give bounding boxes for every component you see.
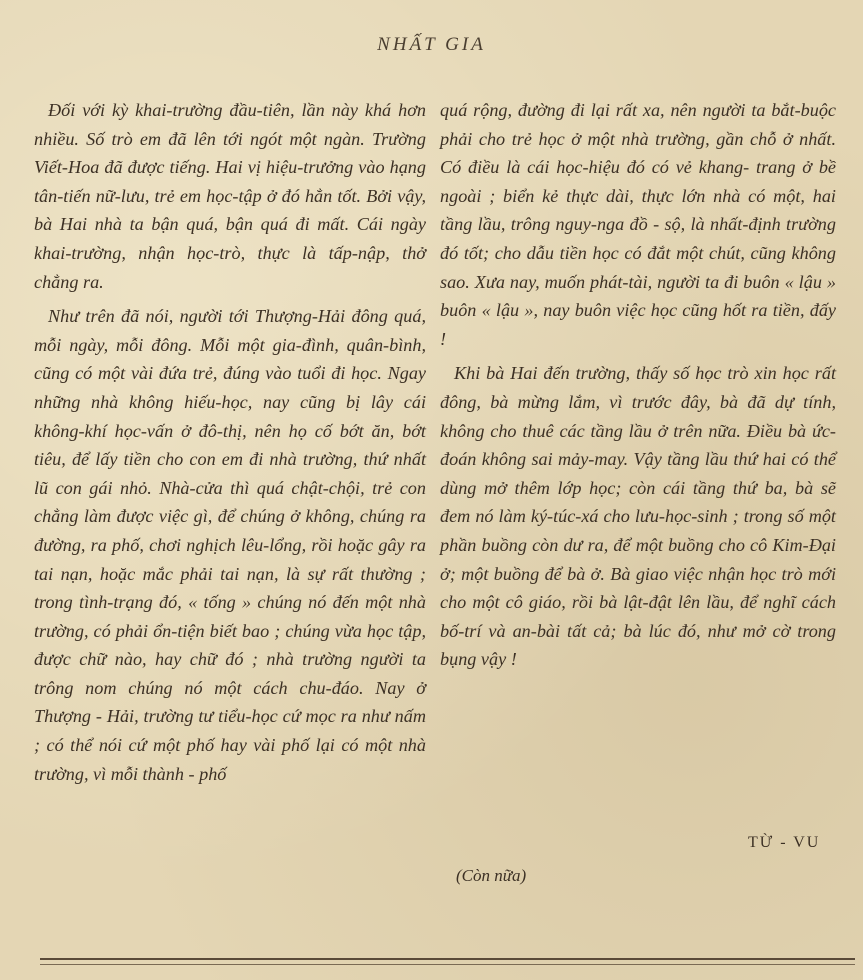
bottom-rule-thin bbox=[40, 964, 855, 965]
to-be-continued-note: (Còn nữa) bbox=[456, 866, 527, 885]
running-header: NHẤT GIA bbox=[377, 34, 486, 55]
bottom-rule bbox=[40, 958, 855, 960]
paragraph: Như trên đã nói, người tới Thượng-Hải đông quá, mỗi ngày, mỗi đông. Mỗi một gia-đình, quân-bình, cũng có một vài đứa trẻ, đúng vào tuổi đi học. Ngay những nhà không hiếu-học, nay cũng bị lây cái không-khí học-vấn ở đô-thị, nên họ cố bớt ăn, bớt tiêu, để lấy tiền cho con em đi nhà trường, thứ nhất lũ con gái nhỏ. Nhà-cửa thì quá chật-chội, trẻ con chẳng làm được việc gì, để chúng ở không, chúng ra đường, ra phố, chơi nghịch lêu-lổng, rồi hoặc gây ra tai nạn, hoặc mắc phải tai nạn, là sự rất thường ; trong tình-trạng đó, « tống » chúng nó đến một nhà trường, có phải ổn-tiện biết bao ; chúng vừa học tập, được chữ nào, hay chữ đó ; nhà trường người ta trông nom chúng nó một cách chu-đáo. Nay ở Thượng - Hải, trường tư tiểu-học cứ mọc ra như nấm ; có thể nói cứ một phố hay vài phố lại có một nhà trường, vì mỗi thành - phố bbox=[34, 306, 426, 784]
left-column bbox=[34, 96, 426, 788]
paragraph: Khi bà Hai đến trường, thấy số học trò xin học rất đông, bà mừng lắm, vì trước đây, bà đã dự tính, không cho thuê các tầng lầu ở trên nữa. Điều bà ức-đoán không sai mảy-may. Vậy tầng lầu thứ hai có thể dùng mở thêm lớp học; còn cái tầng thứ ba, bà sẽ đem nó làm ký-túc-xá cho lưu-học-sinh ; trong số một phần buồng còn dư ra, để một buồng cho cô Kim-Đại ở; một buồng để bà ở. Bà giao việc nhận học trò mới cho một cô giáo, rồi bà lật-đật lên lầu, để nghĩ cách bố-trí và an-bài tất cả; bà lúc đó, như mở cờ trong bụng vậy ! bbox=[440, 363, 836, 670]
paragraph: Đối với kỳ khai-trường đầu-tiên, lần này khá hơn nhiều. Số trò em đã lên tới ngót một ngàn. Trường Viết-Hoa đã được tiếng. Hai vị hiệu-trưởng vào hạng tân-tiến nữ-lưu, trẻ em học-tập ở đó hẳn tốt. Bởi vậy, bà Hai nhà ta bận quá, bận quá đi mất. Cái ngày khai-trường, nhận học-trò, thực là tấp-nập, thở chẳng ra. bbox=[34, 100, 426, 292]
author-signature: TỪ - VU bbox=[748, 834, 821, 851]
paragraph: quá rộng, đường đi lại rất xa, nên người ta bắt-buộc phải cho trẻ học ở một nhà trường, gần chỗ ở nhất. Có điều là cái học-hiệu đó có vẻ khang- trang ở bề ngoài ; biển kẻ thực dài, thực lớn nhà có một, hai tầng lầu, trông nguy-nga đồ - sộ, là nhất-định trường đó tốt; cho dẫu tiền học có đắt một chút, cũng không sao. Xưa nay, muốn phát-tài, người ta đi buôn « lậu » buôn « lậu », nay buôn việc học cũng hốt ra tiền, đấy ! bbox=[440, 100, 836, 349]
right-column bbox=[440, 96, 836, 674]
